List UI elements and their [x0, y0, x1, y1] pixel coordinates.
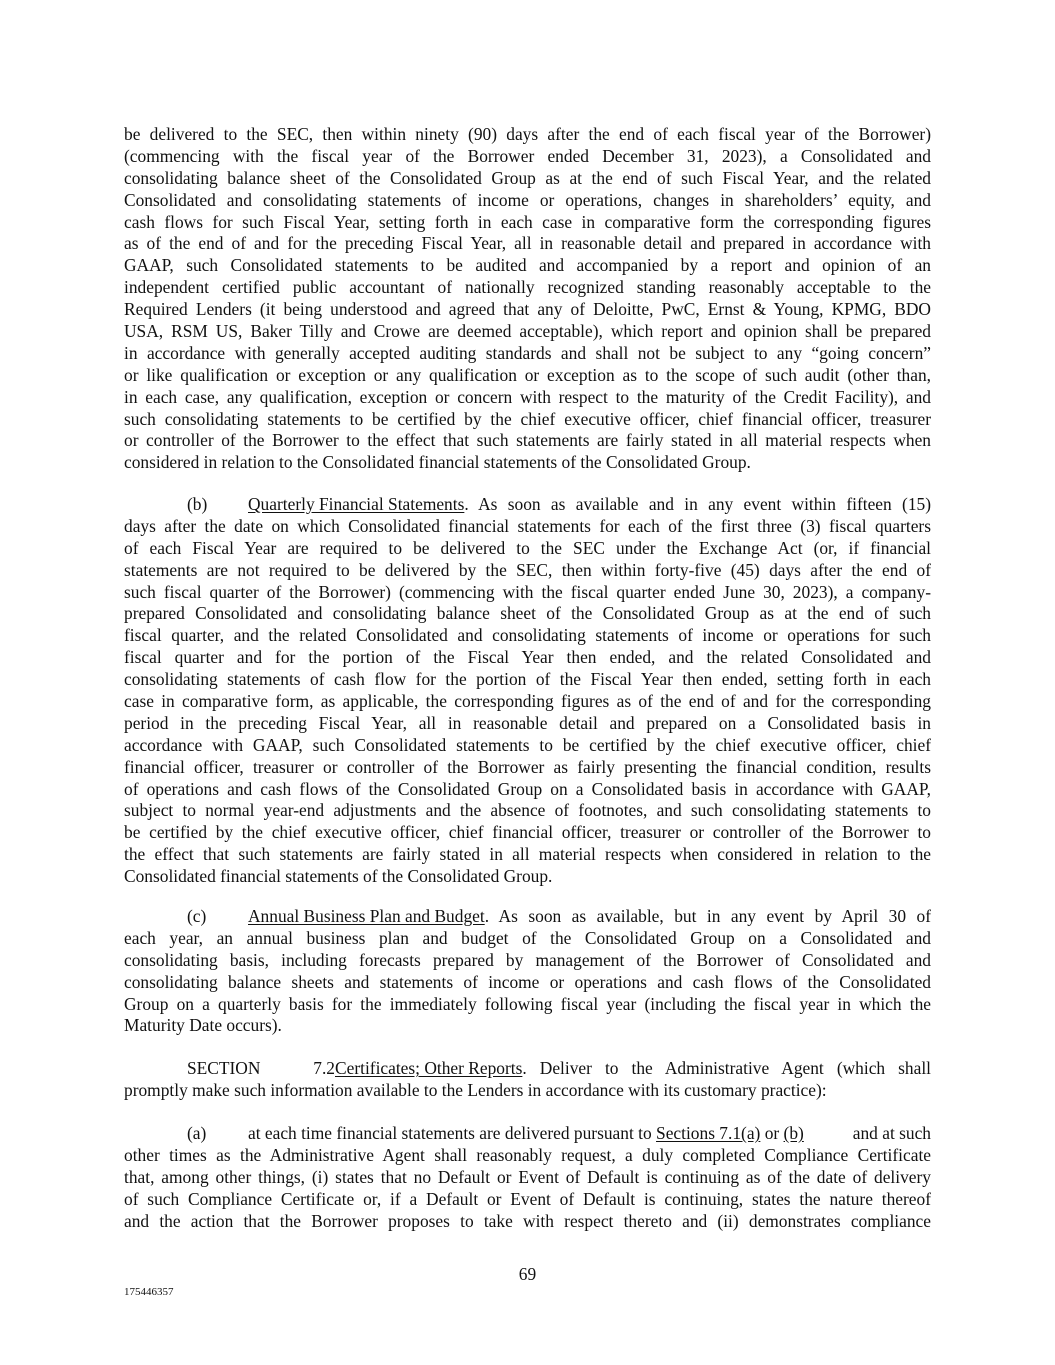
text-line: (commencing with the fiscal year of the Borrower ended December 31, 2023), a Consolidated and [124, 145, 931, 166]
paragraph-body [124, 516, 931, 888]
text-line: Consolidated and consolidating statements of income or operations, changes in shareholders’ equity, and [124, 189, 931, 210]
text-line: of such Compliance Certificate or, if a Default or Event of Default is continuing, states the nature thereof [124, 1188, 931, 1209]
text-line: statements are not required to be delivered by the SEC, then within forty-five (45) days after the end of [124, 559, 931, 580]
text-line: as of the end of and for the preceding Fiscal Year, all in reasonable detail and prepared in accordance with [124, 233, 931, 254]
text-line: fiscal quarter, and the related Consolidated and consolidating statements of income or operations for such [124, 625, 931, 646]
paragraph-first-line [124, 1058, 931, 1080]
paragraph-annual-statements-continued [124, 124, 931, 474]
clause-label: (c) [187, 906, 207, 926]
text-line: or like qualification or exception or any qualification or exception as to the scope of such audit (other than, [124, 364, 931, 385]
text-line: subject to normal year-end adjustments and the absence of footnotes, and such consolidating statements to [124, 800, 931, 821]
text-line: the effect that such statements are fairly stated in all material respects when considered in relation to the [124, 844, 931, 865]
text-line: accordance with GAAP, such Consolidated statements to be certified by the chief executive officer, chief [124, 734, 931, 755]
section-7-2 [124, 1058, 931, 1102]
clause-heading: Annual Business Plan and Budget [248, 906, 485, 926]
text-line: independent certified public accountant of nationally recognized standing reasonably acceptable to the [124, 277, 931, 298]
clause-text: at each time financial statements are delivered pursuant to [248, 1123, 657, 1143]
clause-text: . As soon as available and in any event within fifteen (15) [464, 494, 931, 514]
text-line: in each case, any qualification, exception or concern with respect to the maturity of the Credit Facility), and [124, 386, 931, 407]
clause-label: (a) [187, 1123, 207, 1143]
text-line: and the action that the Borrower proposes to take with respect thereto and (ii) demonstrates compliance [124, 1210, 931, 1231]
text-line: promptly make such information available to the Lenders in accordance with its customary practice): [124, 1079, 827, 1100]
text-line: GAAP, such Consolidated statements to be audited and accompanied by a report and opinion of an [124, 255, 931, 276]
text-line: period in the preceding Fiscal Year, all in reasonable detail and prepared on a Consolidated basis in [124, 712, 931, 733]
document-id: 175446357 [124, 1286, 174, 1298]
paragraph-body [124, 928, 931, 1037]
text-line: other times as the Administrative Agent shall reasonably request, a duly completed Compliance Certificate [124, 1144, 931, 1165]
text-line: case in comparative form, as applicable, the corresponding figures as of the end of and for the corresponding [124, 691, 931, 712]
text-line: prepared Consolidated and consolidating balance sheet of the Consolidated Group as at the end of such [124, 603, 931, 624]
text-line: Required Lenders (it being understood and agreed that any of Deloitte, PwC, Ernst & Young, KPMG, BDO [124, 299, 931, 320]
section-label: SECTION 7.2 [187, 1058, 335, 1078]
text-line: considered in relation to the Consolidated financial statements of the Consolidated Group. [124, 452, 751, 473]
clause-heading: Quarterly Financial Statements [248, 494, 465, 514]
text-line: days after the date on which Consolidated financial statements for each of the first three (3) fiscal quarters [124, 515, 931, 536]
text-line: be certified by the chief executive officer, chief financial officer, treasurer or controller of the Borrower to [124, 822, 931, 843]
text-line: each year, an annual business plan and budget of the Consolidated Group on a Consolidated and [124, 927, 931, 948]
section-reference-link[interactable]: (b) [783, 1123, 804, 1143]
text-line: fiscal quarter and for the portion of the Fiscal Year then ended, and the related Consolidated and [124, 647, 931, 668]
text-line: consolidating basis, including forecasts prepared by management of the Borrower of Consolidated and [124, 949, 931, 970]
text-line: Group on a quarterly basis for the immediately following fiscal year (including the fiscal year in which the [124, 993, 931, 1014]
text-line: financial officer, treasurer or controller of the Borrower as fairly presenting the financial condition, results [124, 756, 931, 777]
text-line: of operations and cash flows of the Consolidated Group on a Consolidated basis in accordance with GAAP, [124, 778, 931, 799]
paragraph-first-line [124, 494, 931, 516]
clause-text: and at such [852, 1123, 931, 1143]
text-line: be delivered to the SEC, then within ninety (90) days after the end of each fiscal year of the Borrower) [124, 124, 931, 144]
text-line: Consolidated financial statements of the Consolidated Group. [124, 866, 553, 887]
text-line: of each Fiscal Year are required to be delivered to the SEC under the Exchange Act (or, if financial [124, 537, 931, 558]
text-line: cash flows for such Fiscal Year, setting forth in each case in comparative form the corresponding figures [124, 211, 931, 232]
paragraph-compliance-certificate [124, 1123, 931, 1232]
text-line: consolidating balance sheets and statements of income or operations and cash flows of the Consolidated [124, 971, 931, 992]
page-number: 69 [518, 1264, 537, 1284]
text-line: Maturity Date occurs). [124, 1015, 282, 1036]
section-reference-link[interactable]: Sections 7.1(a) [656, 1123, 761, 1143]
text-line: or controller of the Borrower to the effect that such statements are fairly stated in all material respects when [124, 430, 931, 451]
text-line: USA, RSM US, Baker Tilly and Crowe are deemed acceptable), which report and opinion shall be prepared [124, 321, 931, 342]
paragraph-first-line [124, 1123, 931, 1145]
clause-text: . As soon as available, but in any event by April 30 of [484, 906, 931, 926]
text-line: consolidating statements of cash flow for the portion of the Fiscal Year then ended, setting forth in each [124, 669, 931, 690]
paragraph-body [124, 1080, 931, 1102]
text-line: such fiscal quarter of the Borrower) (commencing with the fiscal quarter ended June 30, 2023), a company- [124, 581, 931, 602]
section-text: . Deliver to the Administrative Agent (which shall [522, 1058, 931, 1078]
section-heading: Certificates; Other Reports [335, 1058, 523, 1078]
text-line: in accordance with generally accepted auditing standards and shall not be subject to any “going concern” [124, 342, 931, 363]
clause-label: (b) [187, 494, 208, 514]
paragraph-quarterly-financial-statements [124, 494, 931, 888]
paragraph-body [124, 1145, 931, 1233]
text-line: that, among other things, (i) states that no Default or Event of Default is continuing as of the date of delivery [124, 1166, 931, 1187]
text-line: such consolidating statements to be certified by the chief executive officer, chief financial officer, treasurer [124, 408, 931, 429]
paragraph-annual-business-plan [124, 906, 931, 1037]
paragraph-first-line [124, 906, 931, 928]
clause-text: or [760, 1123, 784, 1143]
text-line: consolidating balance sheet of the Consolidated Group as at the end of such Fiscal Year, and the related [124, 167, 931, 188]
